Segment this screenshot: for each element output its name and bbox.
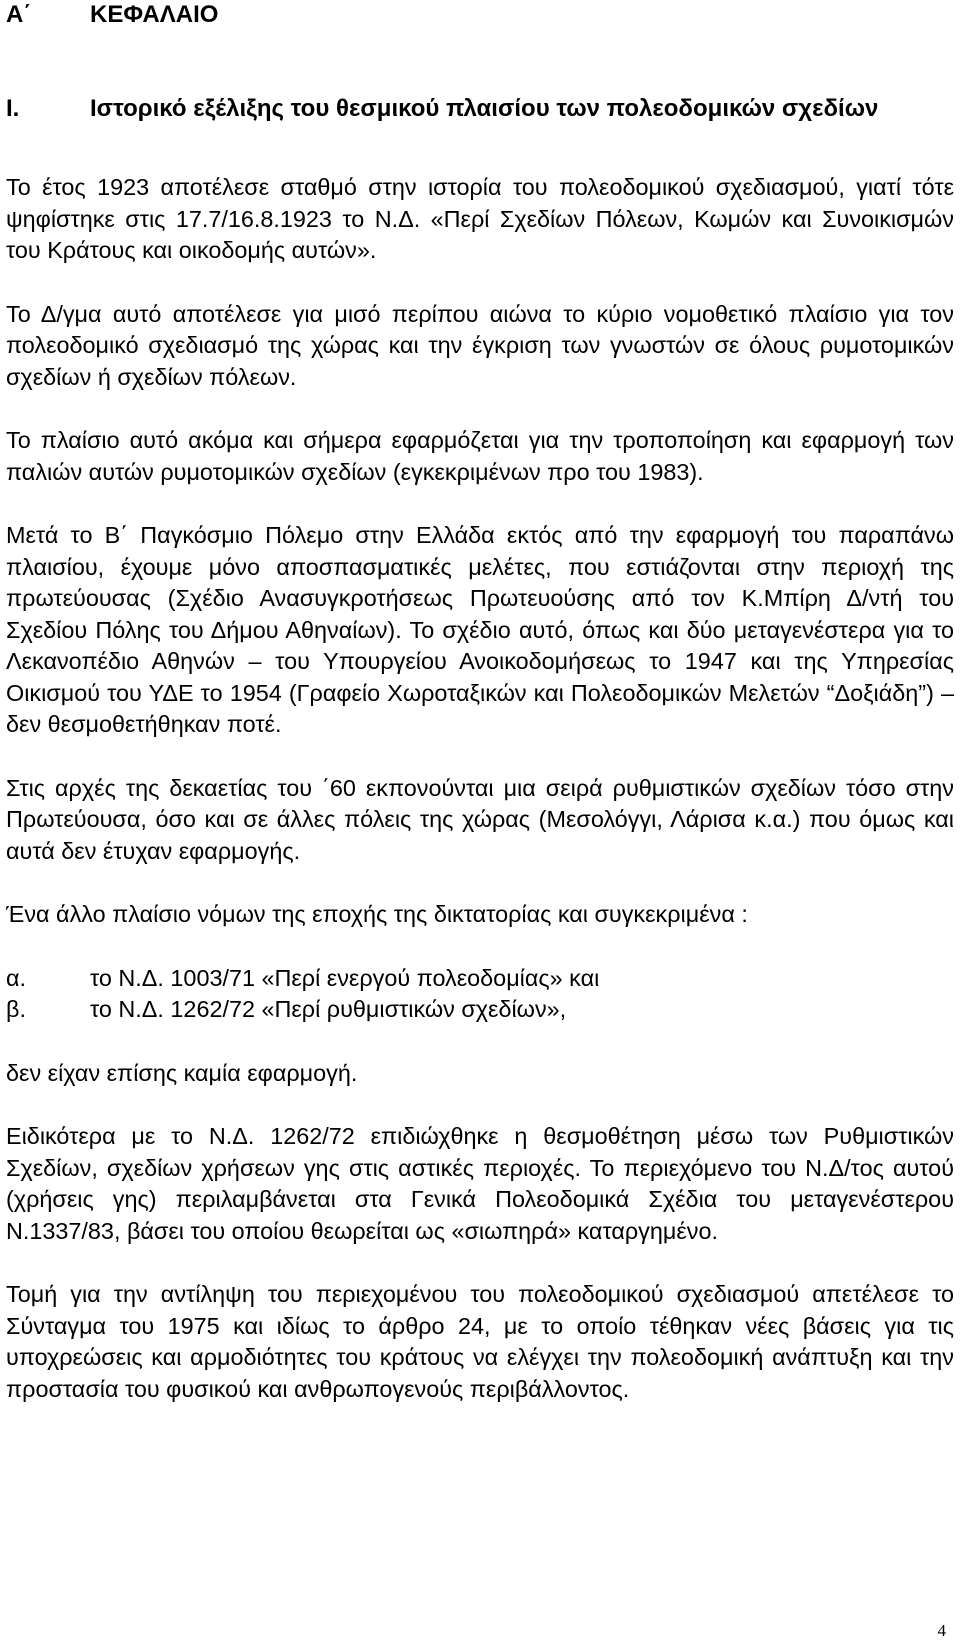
list-text: το Ν.Δ. 1262/72 «Περί ρυθμιστικών σχεδίων»,	[90, 996, 567, 1022]
paragraph: Το έτος 1923 αποτέλεσε σταθμό στην ιστορία του πολεοδομικού σχεδιασμού, γιατί τότε ψηφίστηκε στις 17.7/16.8.1923 το Ν.Δ. «Περί Σχεδίων Πόλεων, Κωμών και Συνοικισμών του Κράτους και οικοδομής αυτών».	[6, 174, 954, 263]
paragraph: Μετά το Β΄ Παγκόσμιο Πόλεμο στην Ελλάδα εκτός από την εφαρμογή του παραπάνω πλαισίου, έχουμε μόνο αποσπασματικές μελέτες, που εστιάζονται στην περιοχή της πρωτεύουσας (Σχέδιο Ανασυγκροτήσεως Πρωτευούσης από τον Κ.Μπίρη Δ/ντή του Σχεδίου Πόλης του Δήμου Αθηναίων). Το σχέδιο αυτό, όπως και δύο μεταγενέστερα για το Λεκανοπέδιο Αθηνών – του Υπουργείου Ανοικοδομήσεως το 1947 και της Υπηρεσίας Οικισμού του ΥΔΕ το 1954 (Γραφείο Χωροταξικών και Πολεοδομικών Μελετών “Δοξιάδη”) – δεν θεσμοθετήθηκαν ποτέ.	[6, 522, 954, 737]
paragraph: δεν είχαν επίσης καμία εφαρμογή.	[6, 1059, 358, 1086]
chapter-letter: Α΄	[6, 1, 32, 28]
document-page	[6, 0, 954, 1405]
page-number: 4	[937, 1621, 946, 1640]
paragraph: Στις αρχές της δεκαετίας του ΄60 εκπονούνται μια σειρά ρυθμιστικών σχεδίων τόσο στην Πρωτεύουσα, όσο και σε άλλες πόλεις της χώρας (Μεσολόγγι, Λάρισα κ.α.) που όμως και αυτά δεν έτυχαν εφαρμογής.	[6, 774, 954, 864]
paragraph: Ένα άλλο πλαίσιο νόμων της εποχής της δικτατορίας και συγκεκριμένα :	[6, 901, 748, 927]
section-number: I.	[6, 95, 20, 122]
paragraph: Ειδικότερα με το Ν.Δ. 1262/72 επιδιώχθηκε η θεσμοθέτηση μέσω των Ρυθμιστικών Σχεδίων, σχεδίων χρήσεων γης στις αστικές περιοχές. Το περιεχόμενο του Ν.Δ/τος αυτού (χρήσεις γης) περιλαμβάνεται στα Γενικά Πολεοδομικά Σχέδια του μεταγενέστερου Ν.1337/83, βάσει του οποίου θεωρείται ως «σιωπηρά» καταργημένο.	[6, 1123, 954, 1244]
chapter-heading	[6, 0, 954, 30]
chapter-title: ΚΕΦΑΛΑΙΟ	[90, 1, 219, 28]
list-item	[6, 963, 954, 995]
list-item	[6, 994, 954, 1026]
paragraph: Το πλαίσιο αυτό ακόμα και σήμερα εφαρμόζεται για την τροποποίηση και εφαρμογή των παλιών αυτών ρυμοτομικών σχεδίων (εγκεκριμένων προ του 1983).	[6, 427, 954, 485]
section-title: Ιστορικό εξέλιξης του θεσμικού πλαισίου των πολεοδομικών σχεδίων	[90, 95, 879, 122]
decree-list	[6, 963, 954, 1026]
list-text: το Ν.Δ. 1003/71 «Περί ενεργού πολεοδομίας» και	[90, 964, 600, 991]
list-marker: α.	[6, 964, 27, 991]
paragraph: Το Δ/γμα αυτό αποτέλεσε για μισό περίπου αιώνα το κύριο νομοθετικό πλαίσιο για τον πολεοδομικό σχεδιασμό της χώρας και την έγκριση των γνωστών σε όλους ρυμοτομικών σχεδίων ή σχεδίων πόλεων.	[6, 300, 954, 390]
paragraph: Τομή για την αντίληψη του περιεχομένου του πολεοδομικού σχεδιασμού απετέλεσε το Σύνταγμα του 1975 και ιδίως το άρθρο 24, με το οποίο τέθηκαν νέες βάσεις για τις υποχρεώσεις και αρμοδιότητες του κράτους να ελέγχει την πολεοδομική ανάπτυξη και την προστασία του φυσικού και ανθρωπογενούς περιβάλλοντος.	[6, 1281, 954, 1402]
section-heading	[6, 93, 954, 125]
list-marker: β.	[6, 996, 26, 1022]
